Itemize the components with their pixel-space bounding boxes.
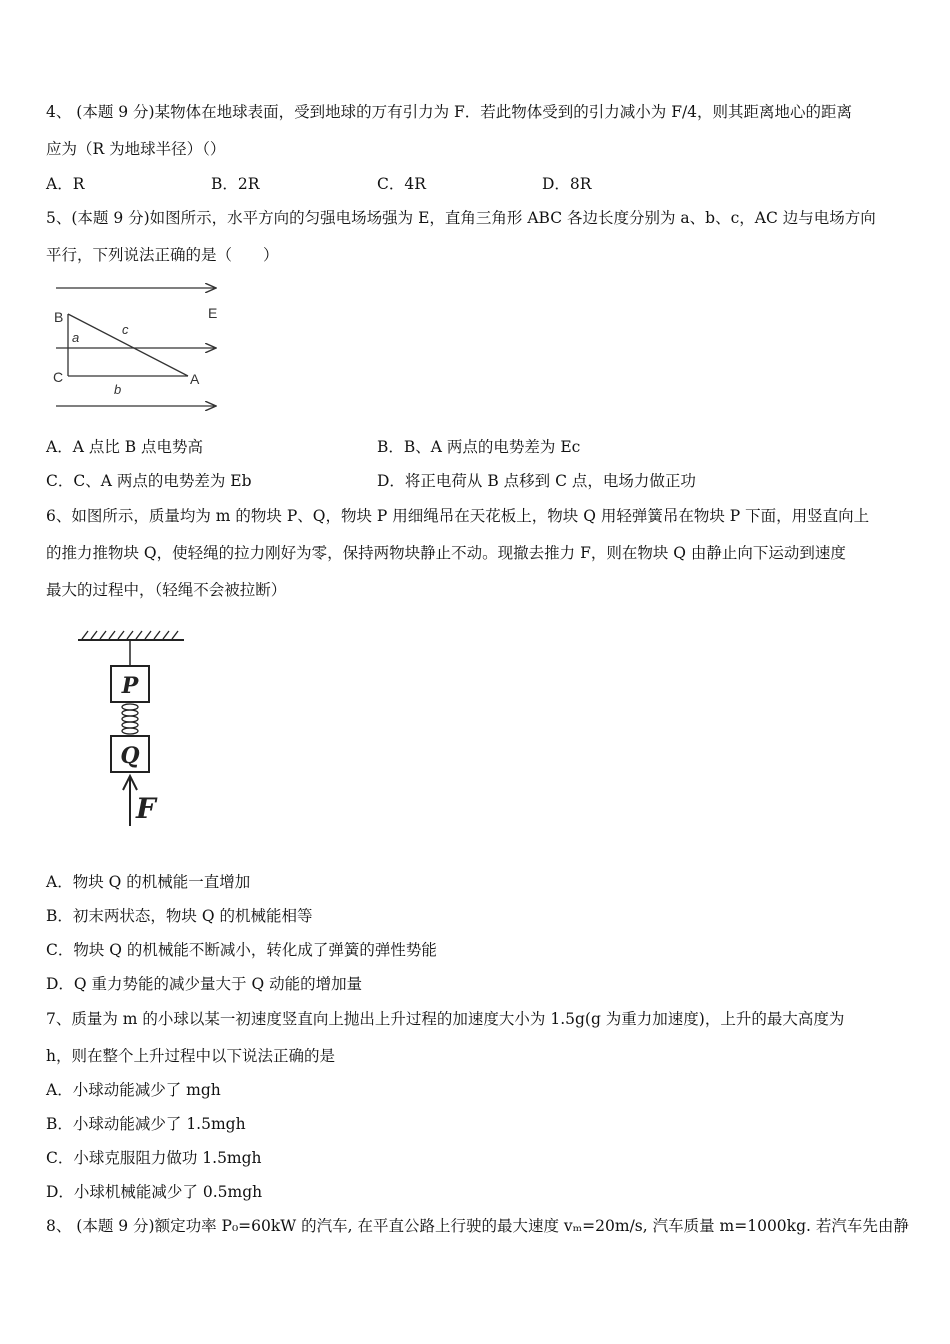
- q5-option-a: A．A 点比 B 点电势高: [46, 438, 204, 456]
- q6-spring-blocks-figure: [72, 628, 192, 832]
- q6-stem-line1: 6、如图所示，质量均为 m 的物块 P、Q，物块 P 用细绳吊在天花板上，物块 Q 用轻弹簧吊在物块 P 下面，用竖直向上: [46, 507, 870, 525]
- q5-option-d: D．将正电荷从 B 点移到 C 点，电场力做正功: [377, 472, 696, 490]
- q4-option-a: A．R: [46, 175, 85, 193]
- q6-option-c: C．物块 Q 的机械能不断减小，转化成了弹簧的弹性势能: [46, 941, 437, 959]
- label-C: C: [53, 369, 64, 385]
- q4-option-c: C．4R: [377, 175, 426, 193]
- q4-stem-line1: 4、 (本题 9 分)某物体在地球表面，受到地球的万有引力为 F．若此物体受到的引力减小为 F/4，则其距离地心的距离: [46, 103, 853, 121]
- block-P-label: P: [121, 673, 139, 699]
- label-E: E: [208, 305, 218, 321]
- q7-option-c: C．小球克服阻力做功 1.5mgh: [46, 1149, 262, 1167]
- label-a: a: [72, 330, 80, 345]
- q4-option-d: D．8R: [542, 175, 592, 193]
- spring: [122, 704, 138, 734]
- q7-option-b: B．小球动能减少了 1.5mgh: [46, 1115, 246, 1133]
- force-label-F: F: [136, 792, 156, 825]
- q4-option-b: B．2R: [211, 175, 260, 193]
- q6-option-d: D．Q 重力势能的减少量大于 Q 动能的增加量: [46, 975, 363, 993]
- q6-option-b: B．初末两状态，物块 Q 的机械能相等: [46, 907, 313, 925]
- q6-option-a: A．物块 Q 的机械能一直增加: [46, 873, 251, 891]
- q8-stem-line1: 8、 (本题 9 分)额定功率 P₀=60kW 的汽车, 在平直公路上行驶的最大速度 vₘ=20m/s, 汽车质量 m=1000kg. 若汽车先由静: [46, 1217, 909, 1235]
- q5-triangle-field-figure: [48, 276, 228, 420]
- q7-stem-line1: 7、质量为 m 的小球以某一初速度竖直向上抛出上升过程的加速度大小为 1.5g(g 为重力加速度)，上升的最大高度为: [46, 1010, 845, 1028]
- q5-option-b: B．B、A 两点的电势差为 Ec: [377, 438, 581, 456]
- block-Q-label: Q: [120, 743, 140, 769]
- label-A: A: [190, 371, 200, 387]
- q5-stem-line2: 平行，下列说法正确的是（ ）: [46, 246, 279, 264]
- label-B: B: [54, 309, 64, 325]
- q6-stem-line3: 最大的过程中，（轻绳不会被拉断）: [46, 581, 287, 599]
- label-c: c: [122, 322, 129, 337]
- q5-stem-line1: 5、(本题 9 分)如图所示，水平方向的匀强电场场强为 E，直角三角形 ABC 各边长度分别为 a、b、c，AC 边与电场方向: [46, 209, 876, 227]
- q7-option-a: A．小球动能减少了 mgh: [46, 1081, 221, 1099]
- ceiling-hatch: [82, 631, 178, 639]
- q7-option-d: D．小球机械能减少了 0.5mgh: [46, 1183, 263, 1201]
- q7-stem-line2: h，则在整个上升过程中以下说法正确的是: [46, 1047, 335, 1065]
- label-b: b: [114, 382, 122, 397]
- q4-stem-line2: 应为（R 为地球半径）（）: [46, 140, 226, 158]
- q6-stem-line2: 的推力推物块 Q，使轻绳的拉力刚好为零，保持两物块静止不动。现撤去推力 F，则在物块 Q 由静止向下运动到速度: [46, 544, 846, 562]
- q5-option-c: C．C、A 两点的电势差为 Eb: [46, 472, 252, 490]
